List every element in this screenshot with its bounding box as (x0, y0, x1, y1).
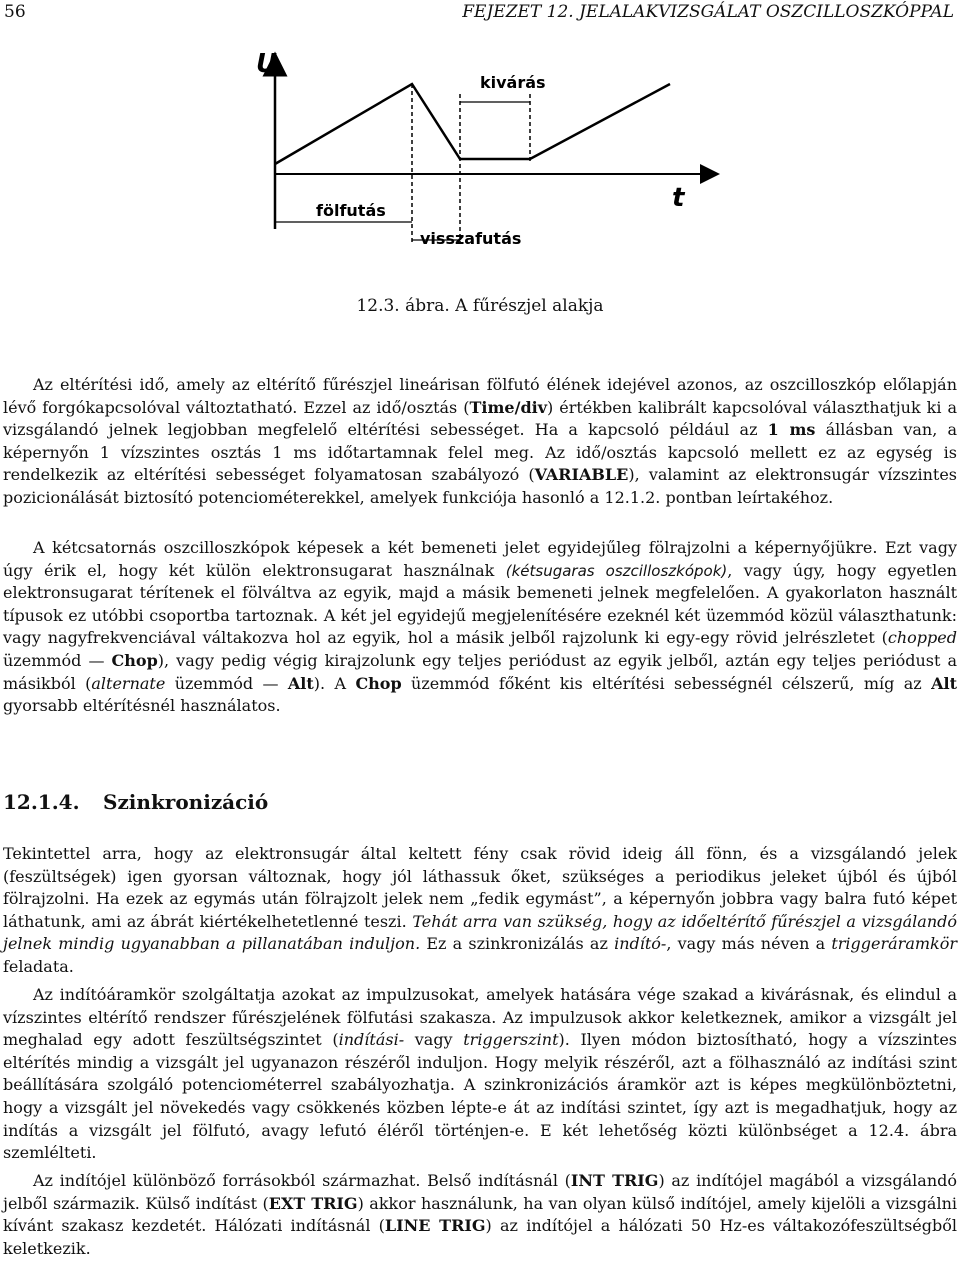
paragraph-trigger-circuit: Az indítóáramkör szolgáltatja azokat az impulzusokat, amelyek hatására vége szakad a kivárásnak, és elindul a vízszintes eltérítő rendszer fűrészjelének fölfutási szakasza. Az impulzusok akkor keletkeznek, amikor a vizsgált jel meghalad egy adott feszültségszintet (indítási- vagy triggerszint). Ilyen módon biztosítható, hogy a vízszintes eltérítés mindig a vizsgált jel ugyanazon részéről induljon. Hogy melyik részéről, azt a fölhasználó az indítási szint beállítására szolgáló potenciométerrel szabályozhatja. A szinkronizációs áramkör azt is képes megkülönböztetni, hogy a vizsgált jel növekedés vagy csökkenés közben lépte-e át az indítási szintet, így azt is megadhatjuk, hogy az indítás a vizsgált jel fölfutó, avagy lefutó éléről történjen-e. E két lehetőség közti különbséget a 12.4. ábra szemlélteti. (3, 985, 958, 1163)
page-header (4, 2, 954, 26)
figure-caption: 12.3. ábra. A fűrészjel alakja (356, 296, 604, 316)
sawtooth-waveform (275, 84, 670, 164)
paragraph-dual-channel: A kétcsatornás oszcilloszkópok képesek a két bemeneti jelet egyidejűleg fölrajzolni a képernyőjükre. Ezt vagy úgy érik el, hogy két külön elektronsugarat használnak (kétsugaras oszcilloszkópok), vagy úgy, hogy egyetlen elektronsugarat térítenek el fölváltva az egyik, majd a másik bemeneti jelnek megfelelően. A gyakorlaton használt típusok ez utóbbi csoportba tartoznak. A két jel egyidejű megjelenítésére ezeknél két üzemmód közül választhatunk: vagy nagyfrekvenciával váltakozva hol az egyik, hol a másik jelből rajzolunk ki egy-egy rövid jelrészletet (chopped üzemmód — Chop), vagy pedig végig kirajzolunk egy teljes periódust az egyik jelből, aztán egy teljes periódust a másikból (alternate üzemmód — Alt). A Chop üzemmód főként kis eltérítési sebességnél célszerű, míg az Alt gyorsabb eltérítésnél használatos. (3, 538, 958, 716)
y-axis-label: U (256, 49, 278, 79)
paragraph-timebase: Az eltérítési idő, amely az eltérítő fűrészjel lineárisan fölfutó élének idejével azonos, az oszcilloszkóp előlapján lévő forgókapcsolóval változtatható. Ezzel az idő/osztás (Time/div) értékben kalibrált kapcsolóval választhatjuk ki a vizsgálandó jelnek legjobban megfelelő eltérítési sebességet. Ha a kapcsoló például az 1 ms állásban van, a képernyőn 1 vízszintes osztás 1 ms időtartamnak felel meg. Az idő/osztás kapcsoló mellett ez az egység is rendelkezik az eltérítési sebességet folyamatosan szabályozó (VARIABLE), valamint az elektronsugár vízszintes pozicionálását biztosító potenciométerekkel, amelyek funkciója hasonló a 12.1.2. pontban leírtakéhoz. (3, 375, 958, 507)
sawtooth-figure (240, 44, 720, 259)
section-number: 12.1.4. (3, 790, 80, 814)
paragraph-trigger-sources: Az indítójel különböző forrásokból származhat. Belső indításnál (INT TRIG) az indítójel magából a vizsgálandó jelből származik. Külső indítást (EXT TRIG) akkor használunk, ha van olyan külső indítójel, amely kijelöli a vizsgálni kívánt szakasz kezdetét. Hálózati indításnál (LINE TRIG) az indítójel a hálózati 50 Hz-es váltakozófeszültségből keletkezik. (3, 1171, 958, 1258)
section-heading (3, 790, 268, 814)
folfutas-label: fölfutás (316, 201, 386, 220)
x-axis-label: t (672, 183, 685, 213)
page-number: 56 (4, 2, 26, 22)
paragraph-sync-intro: Tekintettel arra, hogy az elektronsugár által keltett fény csak rövid ideig áll fönn, és a vizsgálandó jelek (feszültségek) igen gyorsan változnak, hogy jól láthassuk őket, szükséges a periodikus jeleket újból és újból fölrajzolni. Ha ezek az egymás után fölrajzolt jelek nem „fedik egymást”, a képernyőn jobbra vagy balra futó képet láthatunk, ami az ábrát kiértékelhetetlenné teszi. Tehát arra van szükség, hogy az időeltérítő fűrészjel a vizsgálandó jelnek mindig ugyanabban a pillanatában induljon. Ez a szinkronizálás az indító-, vagy más néven a triggeráramkör feladata. (3, 844, 958, 976)
section-title: Szinkronizáció (103, 790, 269, 814)
visszafutas-label: visszafutás (420, 229, 522, 248)
kivaras-label: kivárás (480, 73, 546, 92)
running-title: FEJEZET 12. JELALAKVIZSGÁLAT OSZCILLOSZKÓPPAL (462, 2, 954, 22)
